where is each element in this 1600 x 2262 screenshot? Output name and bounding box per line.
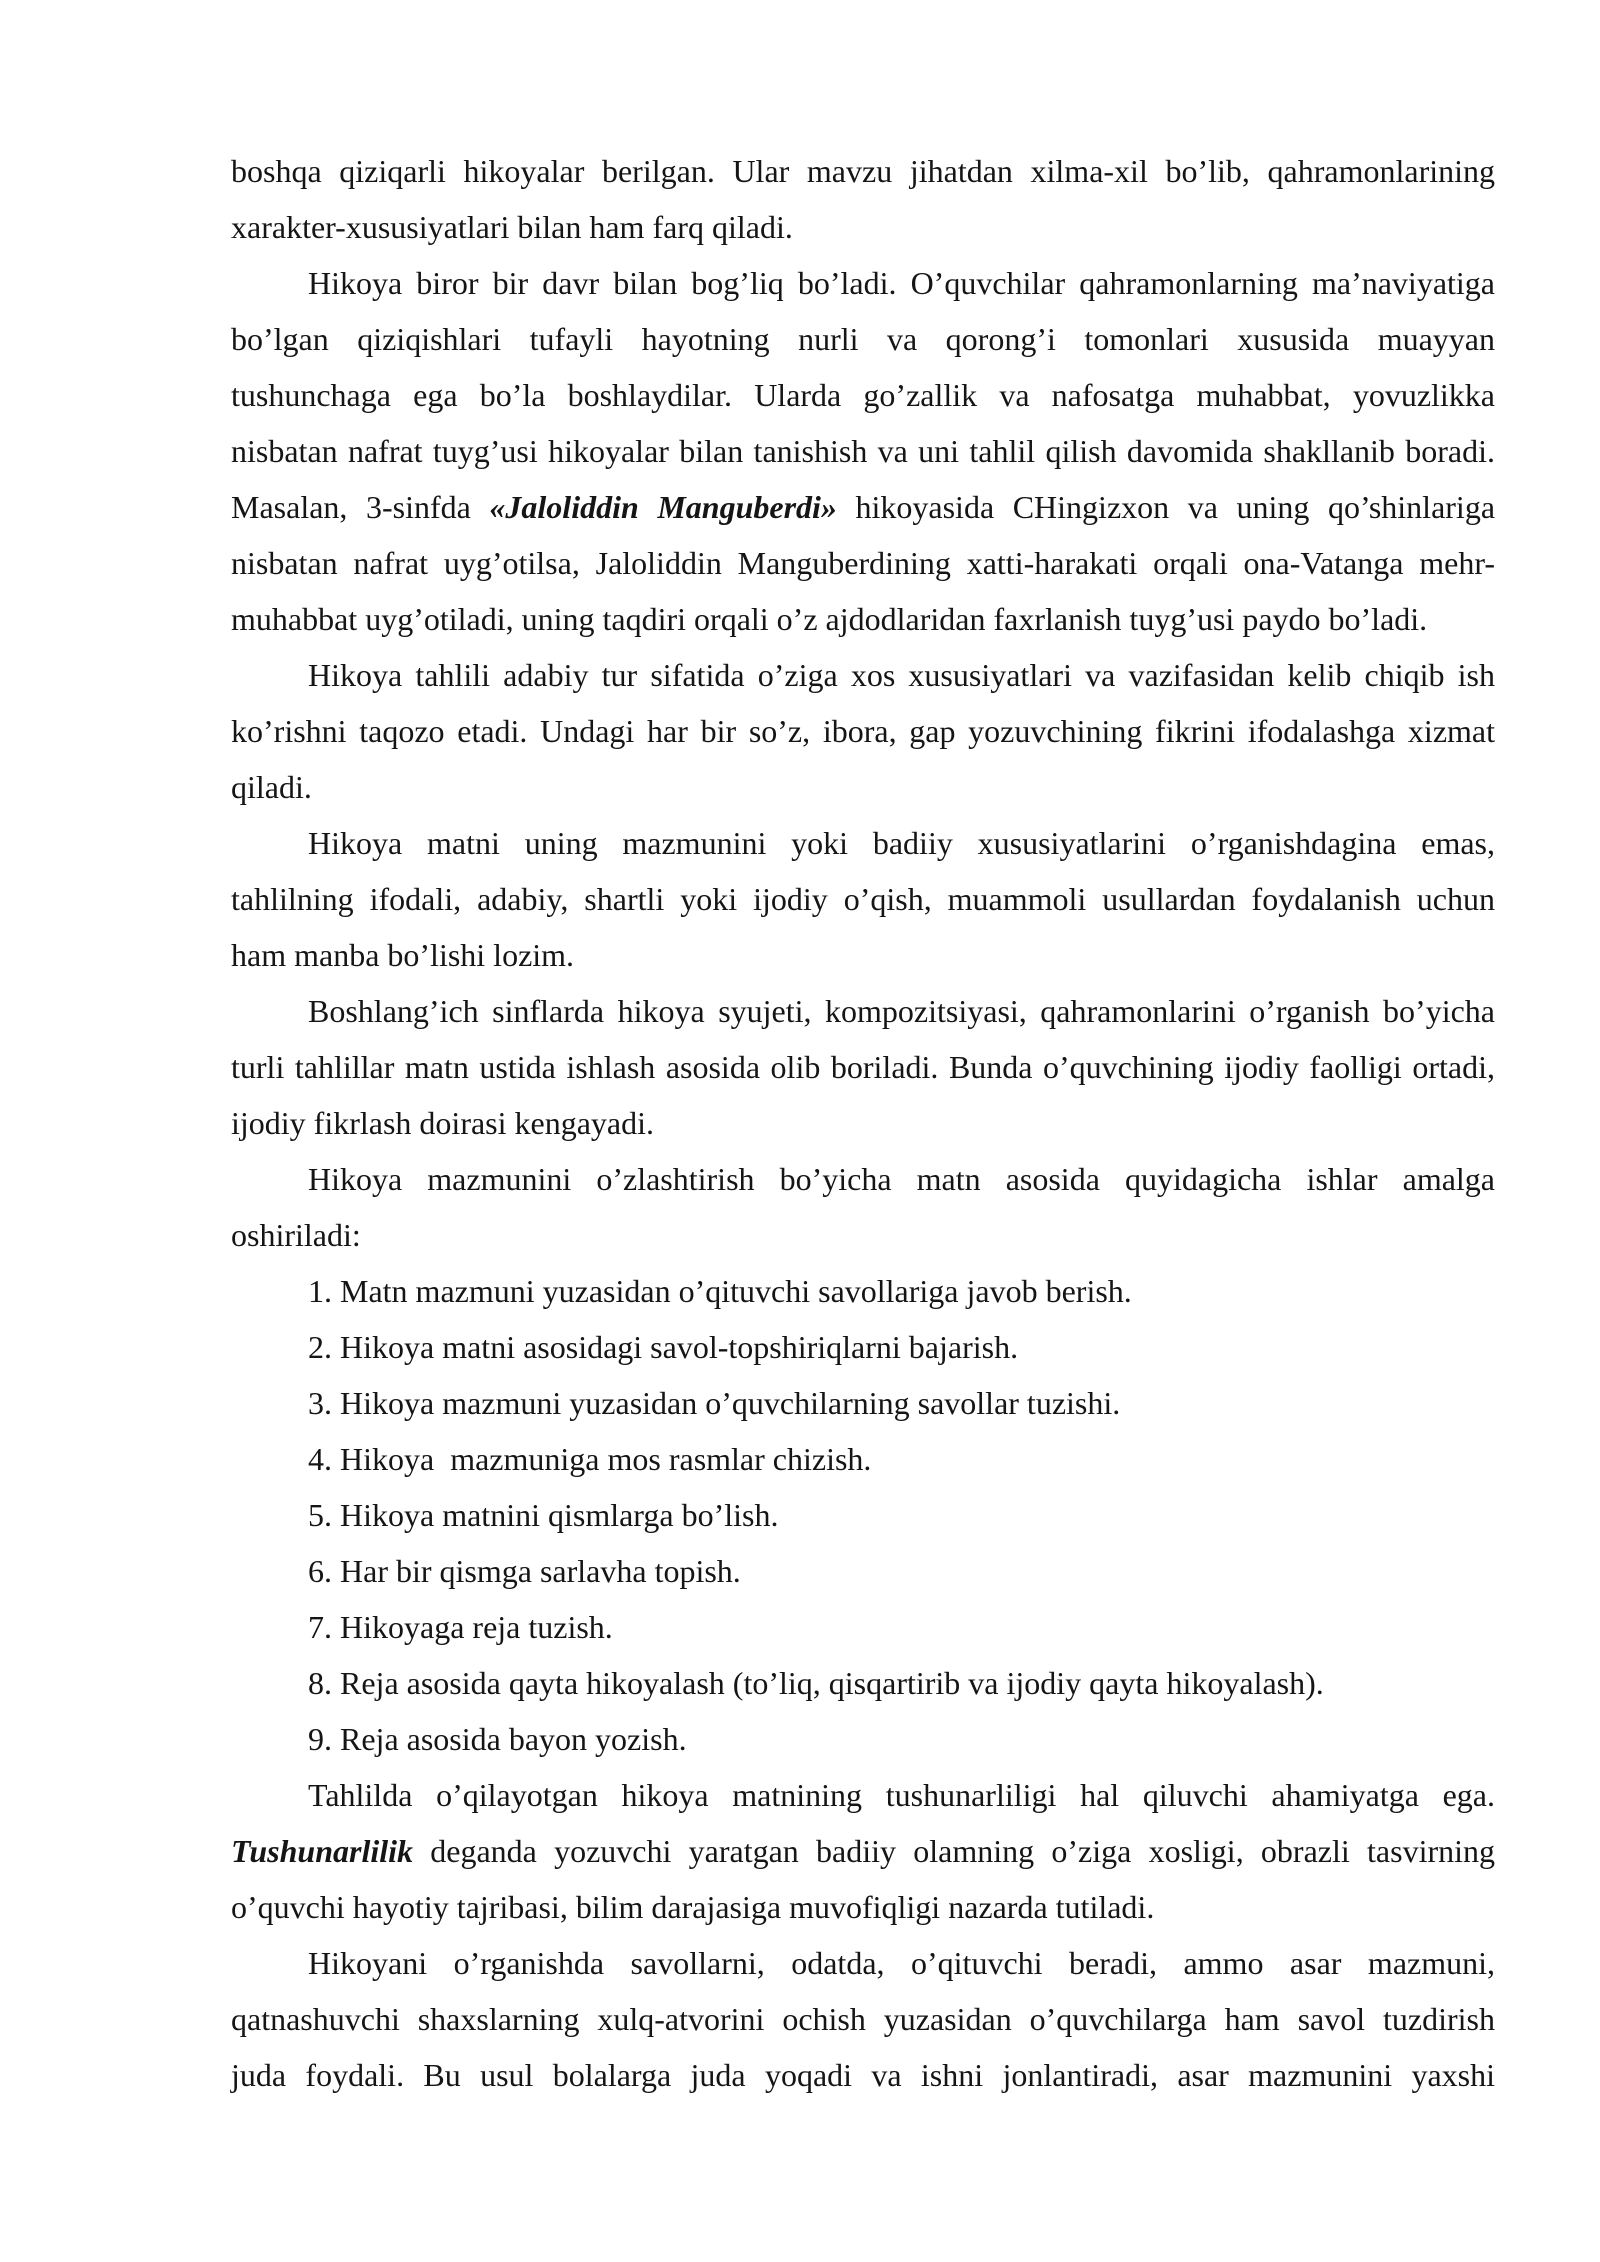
text-line: oshiriladi: — [231, 1217, 361, 1253]
text-line: nisbatan nafrat uyg’otilsa, Jaloliddin Manguberdining xatti-harakati orqali ona-Vatanga mehr- — [231, 545, 1495, 581]
list-item: 2. Hikoya matni asosidagi savol-topshiriqlarni bajarish. — [308, 1329, 1019, 1365]
numbered-list — [231, 1263, 1495, 1767]
list-item: 1. Matn mazmuni yuzasidan o’qituvchi savollariga javob berish. — [308, 1273, 1132, 1309]
paragraph — [231, 1767, 1495, 1935]
text-line: ham manba bo’lishi lozim. — [231, 937, 575, 973]
text-line: Hikoya matni uning mazmunini yoki badiiy xususiyatlarini o’rganishdagina emas, — [308, 825, 1495, 861]
text-span: hikoyasida CHingizxon va uning qo’shinlariga — [836, 489, 1496, 525]
list-item: 4. Hikoya mazmuniga mos rasmlar chizish. — [308, 1441, 872, 1477]
emphasis-text: Tushunarlilik — [231, 1833, 414, 1869]
text-line: Hikoyani o’rganishda savollarni, odatda, o’qituvchi beradi, ammo asar mazmuni, — [308, 1945, 1495, 1981]
paragraph — [231, 143, 1495, 255]
list-item: 6. Har bir qismga sarlavha topish. — [308, 1553, 741, 1589]
list-item: 9. Reja asosida bayon yozish. — [308, 1721, 687, 1757]
text-line: tahlilning ifodali, adabiy, shartli yoki ijodiy o’qish, muammoli usullardan foydalanish uchun — [231, 881, 1495, 917]
text-line: o’quvchi hayotiy tajribasi, bilim darajasiga muvofiqligi nazarda tutiladi. — [231, 1889, 1155, 1925]
text-line: qatnashuvchi shaxslarning xulq-atvorini ochish yuzasidan o’quvchilarga ham savol tuzdirish — [231, 2001, 1495, 2037]
text-span: Masalan, 3-sinfda — [231, 489, 490, 525]
paragraph — [231, 1935, 1495, 2103]
text-line: turli tahlillar matn ustida ishlash asosida olib boriladi. Bunda o’quvchining ijodiy faolligi ortadi, — [231, 1049, 1495, 1085]
text-line: nisbatan nafrat tuyg’usi hikoyalar bilan tanishish va uni tahlil qilish davomida shakllanib boradi. — [231, 433, 1495, 469]
paragraph — [231, 815, 1495, 983]
text-span: deganda yozuvchi yaratgan badiiy olamning o’ziga xosligi, obrazli tasvirning — [413, 1833, 1495, 1869]
text-line: bo’lgan qiziqishlari tufayli hayotning nurli va qorong’i tomonlari xususida muayyan — [231, 321, 1495, 357]
text-line: juda foydali. Bu usul bolalarga juda yoqadi va ishni jonlantiradi, asar mazmunini yaxshi — [231, 2057, 1495, 2093]
list-item: 7. Hikoyaga reja tuzish. — [308, 1609, 613, 1645]
text-line: Hikoya tahlili adabiy tur sifatida o’ziga xos xususiyatlari va vazifasidan kelib chiqib ish — [308, 657, 1495, 693]
paragraph — [231, 647, 1495, 815]
text-line: qiladi. — [231, 769, 312, 805]
list-item: 5. Hikoya matnini qismlarga bo’lish. — [308, 1497, 779, 1533]
list-item: 3. Hikoya mazmuni yuzasidan o’quvchilarning savollar tuzishi. — [308, 1385, 1121, 1421]
text-line: tushunchaga ega bo’la boshlaydilar. Ularda go’zallik va nafosatga muhabbat, yovuzlikka — [231, 377, 1495, 413]
paragraph — [231, 983, 1495, 1151]
text-line: muhabbat uyg’otiladi, uning taqdiri orqali o’z ajdodlaridan faxrlanish tuyg’usi paydo bo’ladi. — [231, 601, 1428, 637]
text-line: Hikoya biror bir davr bilan bog’liq bo’ladi. O’quvchilar qahramonlarning ma’naviyatiga — [308, 265, 1495, 301]
text-line: ijodiy fikrlash doirasi kengayadi. — [231, 1105, 655, 1141]
text-line: xarakter-xususiyatlari bilan ham farq qiladi. — [231, 209, 793, 245]
text-line — [231, 479, 1495, 535]
text-line: Boshlang’ich sinflarda hikoya syujeti, kompozitsiyasi, qahramonlarini o’rganish bo’yicha — [308, 993, 1495, 1029]
paragraph — [231, 255, 1495, 647]
emphasis-text: «Jaloliddin Manguberdi» — [489, 489, 837, 525]
document-page — [231, 143, 1495, 2103]
text-line: boshqa qiziqarli hikoyalar berilgan. Ular mavzu jihatdan xilma-xil bo’lib, qahramonlarining — [231, 153, 1495, 189]
text-line: Hikoya mazmunini o’zlashtirish bo’yicha matn asosida quyidagicha ishlar amalga — [308, 1161, 1495, 1197]
text-line — [231, 1823, 1495, 1879]
text-line: ko’rishni taqozo etadi. Undagi har bir so’z, ibora, gap yozuvchining fikrini ifodalashga xizmat — [231, 713, 1495, 749]
list-item: 8. Reja asosida qayta hikoyalash (to’liq, qisqartirib va ijodiy qayta hikoyalash). — [308, 1665, 1324, 1701]
paragraph — [231, 1151, 1495, 1263]
text-line: Tahlilda o’qilayotgan hikoya matnining tushunarliligi hal qiluvchi ahamiyatga ega. — [308, 1777, 1495, 1813]
